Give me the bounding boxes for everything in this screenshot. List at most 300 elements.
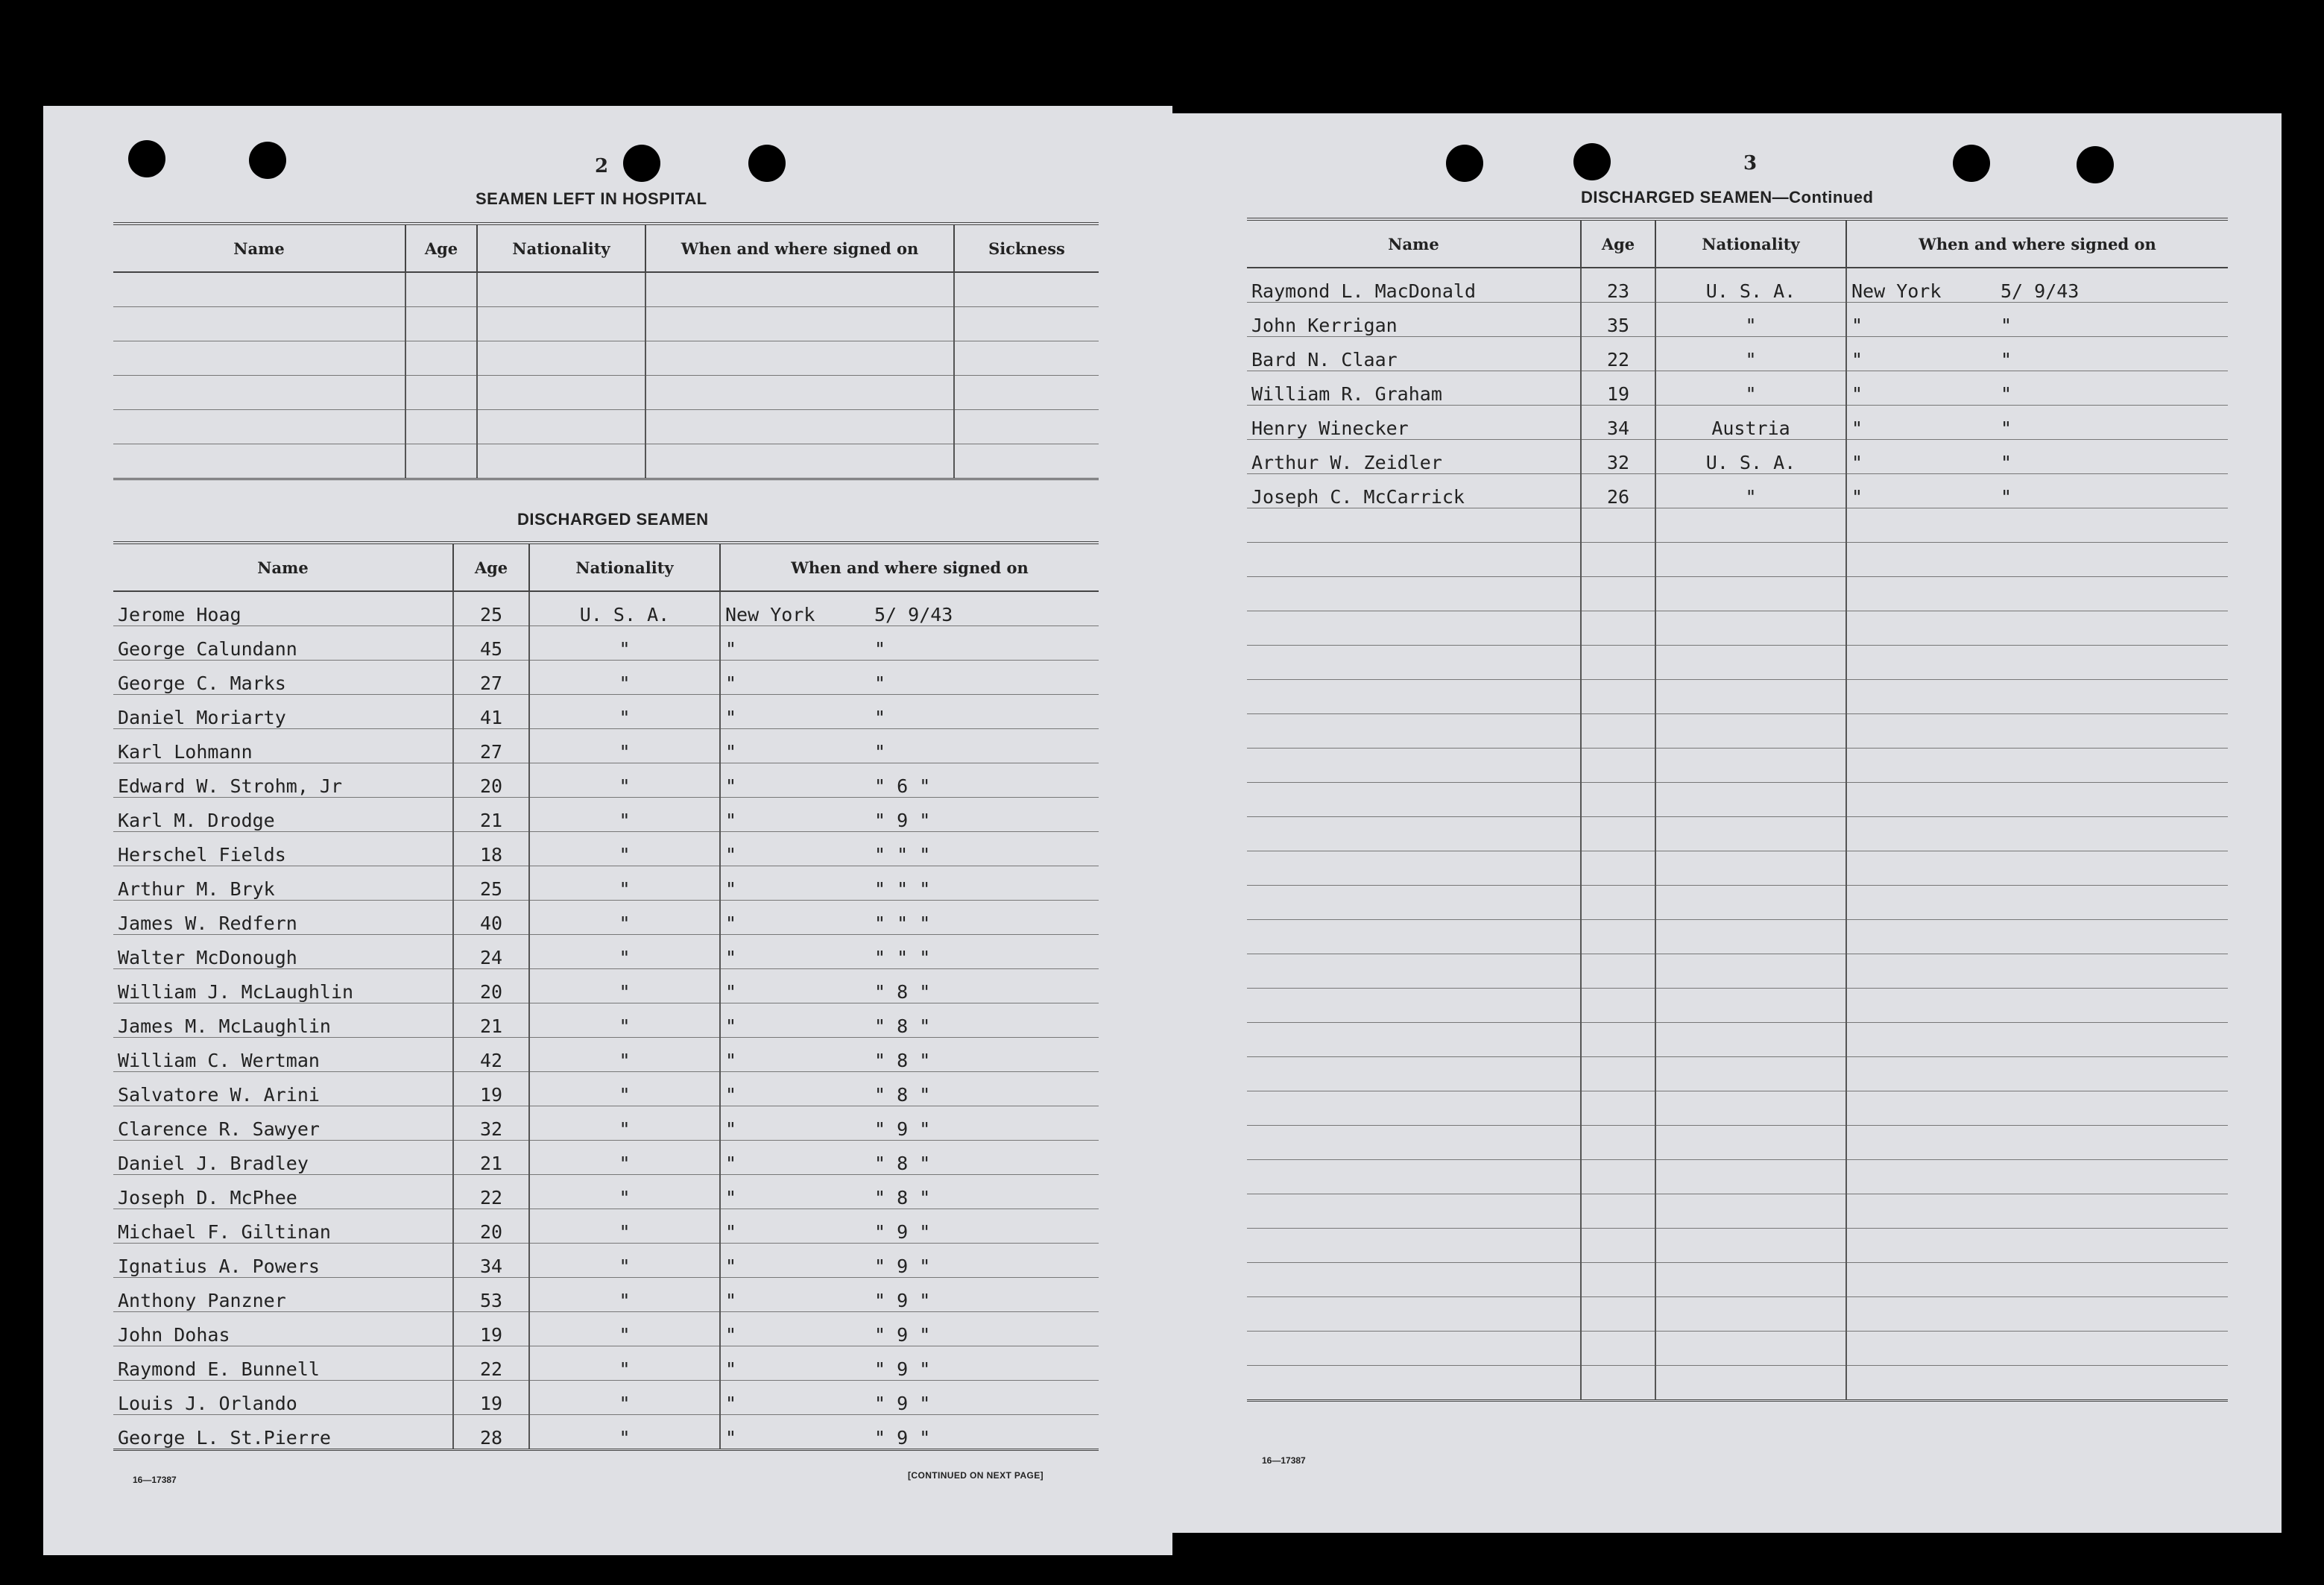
signed-on-cell	[720, 1141, 1099, 1175]
blank-cell	[113, 376, 405, 410]
signed-on-place: "	[725, 1118, 737, 1140]
seaman-nationality: "	[529, 866, 720, 901]
signed-on-date: "	[2001, 349, 2012, 371]
blank-row	[1247, 1332, 2228, 1366]
table-row	[113, 729, 1099, 763]
blank-cell	[645, 307, 954, 341]
blank-cell	[1655, 1023, 1846, 1057]
blank-cell	[1655, 1297, 1846, 1332]
table-row	[113, 1244, 1099, 1278]
signed-on-place: "	[725, 1393, 737, 1414]
continued-section-title: DISCHARGED SEAMEN—Continued	[1581, 188, 1874, 207]
blank-cell	[1247, 783, 1581, 817]
seaman-name: William R. Graham	[1247, 371, 1581, 406]
blank-cell	[1247, 1091, 1581, 1126]
signed-on-cell	[720, 798, 1099, 832]
blank-cell	[1581, 851, 1655, 886]
blank-cell	[954, 376, 1099, 410]
blank-cell	[1581, 611, 1655, 646]
signed-on-date: " 6 "	[874, 775, 931, 797]
blank-cell	[1655, 851, 1846, 886]
signed-on-cell	[720, 1209, 1099, 1244]
signed-on-cell	[1846, 474, 2228, 508]
blank-cell	[1655, 954, 1846, 989]
seaman-name: William J. McLaughlin	[113, 969, 453, 1003]
seaman-name: Daniel Moriarty	[113, 695, 453, 729]
blank-cell	[1846, 680, 2228, 714]
blank-cell	[1247, 1332, 1581, 1366]
blank-cell	[1846, 886, 2228, 920]
seaman-age: 45	[453, 626, 529, 661]
seaman-name: Raymond E. Bunnell	[113, 1346, 453, 1381]
signed-on-cell	[720, 1381, 1099, 1415]
hospital-section-title: SEAMEN LEFT IN HOSPITAL	[476, 189, 707, 208]
signed-on-date: "	[2001, 383, 2012, 405]
seaman-nationality: "	[529, 935, 720, 969]
seaman-nationality: "	[1655, 474, 1846, 508]
blank-cell	[1581, 1332, 1655, 1366]
blank-row	[113, 341, 1099, 376]
blank-cell	[1655, 646, 1846, 680]
seaman-age: 19	[1581, 371, 1655, 406]
blank-row	[1247, 1229, 2228, 1263]
blank-row	[1247, 1057, 2228, 1091]
table-row	[113, 866, 1099, 901]
hospital-table	[113, 222, 1099, 480]
signed-on-cell	[720, 1415, 1099, 1450]
seaman-nationality: "	[1655, 303, 1846, 337]
seaman-age: 22	[1581, 337, 1655, 371]
col-header-nationality: Nationality	[477, 224, 645, 272]
signed-on-date: "	[2001, 417, 2012, 439]
table-row	[113, 1312, 1099, 1346]
blank-cell	[1247, 611, 1581, 646]
table-row	[113, 1278, 1099, 1312]
blank-cell	[1655, 989, 1846, 1023]
seaman-name: Edward W. Strohm, Jr	[113, 763, 453, 798]
table-row	[113, 1415, 1099, 1450]
blank-cell	[954, 307, 1099, 341]
blank-cell	[1247, 749, 1581, 783]
seaman-name: Walter McDonough	[113, 935, 453, 969]
blank-row	[113, 307, 1099, 341]
table-row	[113, 1346, 1099, 1381]
seaman-age: 19	[453, 1072, 529, 1106]
seaman-age: 41	[453, 695, 529, 729]
blank-cell	[1655, 543, 1846, 577]
seaman-name: Arthur M. Bryk	[113, 866, 453, 901]
signed-on-cell	[720, 1346, 1099, 1381]
blank-cell	[1655, 611, 1846, 646]
blank-row	[1247, 680, 2228, 714]
blank-cell	[1846, 1229, 2228, 1263]
blank-cell	[1247, 989, 1581, 1023]
blank-cell	[1655, 1332, 1846, 1366]
signed-on-date: " 9 "	[874, 1118, 931, 1140]
blank-cell	[1581, 1023, 1655, 1057]
seaman-nationality: "	[529, 1003, 720, 1038]
signed-on-place: "	[725, 981, 737, 1003]
signed-on-place: "	[725, 1427, 737, 1449]
signed-on-place: "	[1851, 315, 1863, 336]
blank-cell	[1247, 646, 1581, 680]
punch-hole	[249, 142, 286, 179]
signed-on-place: "	[1851, 452, 1863, 473]
discharged-section-title: DISCHARGED SEAMEN	[517, 510, 709, 529]
col-header-nationality: Nationality	[529, 543, 720, 591]
signed-on-place: "	[725, 707, 737, 728]
table-row	[113, 1175, 1099, 1209]
seaman-age: 53	[453, 1278, 529, 1312]
seaman-nationality: "	[529, 729, 720, 763]
blank-cell	[1846, 714, 2228, 749]
blank-cell	[1655, 1160, 1846, 1194]
seaman-age: 19	[453, 1312, 529, 1346]
blank-row	[1247, 577, 2228, 611]
blank-cell	[1846, 851, 2228, 886]
blank-cell	[1581, 783, 1655, 817]
blank-cell	[1846, 783, 2228, 817]
signed-on-date: " 9 "	[874, 1427, 931, 1449]
seaman-nationality: "	[529, 832, 720, 866]
signed-on-date: " " "	[874, 913, 931, 934]
seaman-age: 19	[453, 1381, 529, 1415]
seaman-nationality: "	[529, 798, 720, 832]
blank-cell	[1846, 989, 2228, 1023]
seaman-nationality: "	[529, 1278, 720, 1312]
signed-on-date: 5/ 9/43	[874, 604, 953, 626]
signed-on-date: "	[874, 741, 886, 763]
blank-cell	[1247, 543, 1581, 577]
signed-on-place: "	[725, 1324, 737, 1346]
signed-on-cell	[1846, 440, 2228, 474]
blank-cell	[1581, 1091, 1655, 1126]
blank-cell	[1247, 1160, 1581, 1194]
signed-on-place: "	[1851, 383, 1863, 405]
table-row	[113, 901, 1099, 935]
seaman-age: 24	[453, 935, 529, 969]
signed-on-date: " 8 "	[874, 1050, 931, 1071]
blank-cell	[1581, 508, 1655, 543]
seaman-name: John Kerrigan	[1247, 303, 1581, 337]
seaman-nationality: "	[529, 763, 720, 798]
signed-on-cell	[1846, 406, 2228, 440]
blank-cell	[954, 410, 1099, 444]
seaman-nationality: "	[529, 1209, 720, 1244]
punch-hole	[2077, 146, 2114, 183]
col-header-sickness: Sickness	[954, 224, 1099, 272]
table-row	[113, 763, 1099, 798]
seaman-nationality: "	[529, 1106, 720, 1141]
seaman-age: 25	[453, 591, 529, 626]
table-row	[113, 1106, 1099, 1141]
seaman-name: Ignatius A. Powers	[113, 1244, 453, 1278]
continued-note: [CONTINUED ON NEXT PAGE]	[908, 1470, 1044, 1481]
signed-on-place: "	[725, 741, 737, 763]
seaman-nationality: "	[529, 1381, 720, 1415]
signed-on-date: " 9 "	[874, 1324, 931, 1346]
signed-on-cell	[720, 969, 1099, 1003]
col-header-name: Name	[1247, 219, 1581, 268]
seaman-age: 25	[453, 866, 529, 901]
blank-cell	[1846, 1160, 2228, 1194]
seaman-name: William C. Wertman	[113, 1038, 453, 1072]
signed-on-place: "	[725, 947, 737, 968]
seaman-age: 32	[1581, 440, 1655, 474]
signed-on-cell	[720, 1003, 1099, 1038]
discharged-table	[113, 541, 1099, 1451]
blank-cell	[1846, 1023, 2228, 1057]
blank-row	[1247, 611, 2228, 646]
seaman-age: 21	[453, 1141, 529, 1175]
blank-cell	[1846, 1057, 2228, 1091]
blank-cell	[1846, 1366, 2228, 1401]
seaman-nationality: "	[529, 1415, 720, 1450]
signed-on-cell	[1846, 303, 2228, 337]
signed-on-cell	[720, 591, 1099, 626]
signed-on-date: " 9 "	[874, 1290, 931, 1311]
blank-row	[1247, 1194, 2228, 1229]
blank-cell	[1247, 954, 1581, 989]
signed-on-cell	[1846, 371, 2228, 406]
blank-cell	[1581, 989, 1655, 1023]
seaman-name: Arthur W. Zeidler	[1247, 440, 1581, 474]
seaman-age: 34	[1581, 406, 1655, 440]
signed-on-place: "	[725, 844, 737, 866]
table-row	[113, 1038, 1099, 1072]
seaman-name: Henry Winecker	[1247, 406, 1581, 440]
blank-row	[1247, 1126, 2228, 1160]
seaman-age: 23	[1581, 268, 1655, 303]
blank-cell	[1247, 1263, 1581, 1297]
blank-cell	[1581, 1057, 1655, 1091]
blank-row	[1247, 1160, 2228, 1194]
blank-row	[1247, 543, 2228, 577]
blank-cell	[405, 444, 477, 479]
blank-cell	[1581, 817, 1655, 851]
seaman-name: Louis J. Orlando	[113, 1381, 453, 1415]
blank-cell	[1247, 1366, 1581, 1401]
seaman-nationality: U. S. A.	[1655, 268, 1846, 303]
seaman-name: George Calundann	[113, 626, 453, 661]
signed-on-date: " 9 "	[874, 1358, 931, 1380]
blank-cell	[1846, 1126, 2228, 1160]
signed-on-date: "	[2001, 315, 2012, 336]
blank-cell	[113, 272, 405, 307]
blank-cell	[477, 376, 645, 410]
blank-row	[1247, 783, 2228, 817]
blank-cell	[113, 307, 405, 341]
blank-cell	[1581, 1126, 1655, 1160]
signed-on-place: "	[725, 1358, 737, 1380]
signed-on-place: "	[725, 672, 737, 694]
seaman-age: 20	[453, 763, 529, 798]
seaman-nationality: "	[529, 661, 720, 695]
seaman-nationality: "	[1655, 337, 1846, 371]
seaman-name: Anthony Panzner	[113, 1278, 453, 1312]
col-header-signed-on: When and where signed on	[720, 543, 1099, 591]
blank-cell	[1655, 1091, 1846, 1126]
table-row	[1247, 337, 2228, 371]
signed-on-cell	[720, 1312, 1099, 1346]
blank-row	[113, 376, 1099, 410]
seaman-name: Herschel Fields	[113, 832, 453, 866]
seaman-name: Jerome Hoag	[113, 591, 453, 626]
seaman-nationality: U. S. A.	[529, 591, 720, 626]
punch-hole	[1446, 145, 1483, 182]
seaman-age: 22	[453, 1346, 529, 1381]
seaman-nationality: "	[529, 1312, 720, 1346]
seaman-name: Karl Lohmann	[113, 729, 453, 763]
signed-on-place: "	[725, 1255, 737, 1277]
left-page	[43, 106, 1172, 1555]
blank-cell	[1846, 1332, 2228, 1366]
table-row	[113, 1141, 1099, 1175]
seaman-nationality: "	[529, 626, 720, 661]
blank-cell	[1247, 1194, 1581, 1229]
blank-cell	[1655, 920, 1846, 954]
col-header-name: Name	[113, 543, 453, 591]
seaman-age: 42	[453, 1038, 529, 1072]
seaman-nationality: "	[529, 1072, 720, 1106]
blank-cell	[477, 307, 645, 341]
signed-on-cell	[720, 1106, 1099, 1141]
blank-cell	[1247, 851, 1581, 886]
table-row	[1247, 440, 2228, 474]
signed-on-place: "	[1851, 417, 1863, 439]
signed-on-cell	[720, 832, 1099, 866]
signed-on-cell	[720, 935, 1099, 969]
blank-cell	[1846, 577, 2228, 611]
table-row	[113, 661, 1099, 695]
blank-cell	[1846, 1297, 2228, 1332]
col-header-age: Age	[405, 224, 477, 272]
blank-cell	[1846, 749, 2228, 783]
signed-on-place: "	[725, 775, 737, 797]
blank-row	[1247, 1263, 2228, 1297]
blank-cell	[1655, 680, 1846, 714]
seaman-nationality: "	[529, 1244, 720, 1278]
seaman-age: 27	[453, 729, 529, 763]
blank-cell	[1247, 1057, 1581, 1091]
signed-on-date: " 8 "	[874, 1153, 931, 1174]
signed-on-date: " 8 "	[874, 1084, 931, 1106]
seaman-nationality: "	[529, 1175, 720, 1209]
col-header-signed-on: When and where signed on	[1846, 219, 2228, 268]
blank-cell	[1247, 508, 1581, 543]
blank-cell	[477, 272, 645, 307]
blank-cell	[113, 410, 405, 444]
blank-cell	[1581, 1366, 1655, 1401]
blank-cell	[1581, 680, 1655, 714]
signed-on-place: "	[725, 1015, 737, 1037]
seaman-name: George C. Marks	[113, 661, 453, 695]
table-row	[113, 798, 1099, 832]
blank-cell	[1846, 611, 2228, 646]
blank-row	[1247, 646, 2228, 680]
table-row	[1247, 406, 2228, 440]
signed-on-date: " " "	[874, 947, 931, 968]
blank-cell	[1247, 1126, 1581, 1160]
signed-on-place: "	[725, 1221, 737, 1243]
seaman-age: 21	[453, 1003, 529, 1038]
col-header-age: Age	[453, 543, 529, 591]
blank-cell	[1581, 1229, 1655, 1263]
blank-row	[1247, 508, 2228, 543]
blank-cell	[1655, 714, 1846, 749]
table-row	[113, 1072, 1099, 1106]
blank-cell	[1655, 886, 1846, 920]
seaman-name: Raymond L. MacDonald	[1247, 268, 1581, 303]
seaman-name: Michael F. Giltinan	[113, 1209, 453, 1244]
signed-on-place: "	[1851, 349, 1863, 371]
seaman-age: 20	[453, 969, 529, 1003]
signed-on-place: "	[725, 1050, 737, 1071]
blank-cell	[1581, 749, 1655, 783]
blank-row	[1247, 1091, 2228, 1126]
punch-hole	[748, 145, 786, 182]
blank-cell	[1655, 1194, 1846, 1229]
blank-cell	[405, 307, 477, 341]
blank-cell	[1247, 680, 1581, 714]
seaman-name: Joseph C. McCarrick	[1247, 474, 1581, 508]
table-row	[113, 1381, 1099, 1415]
signed-on-cell	[1846, 337, 2228, 371]
seaman-name: George L. St.Pierre	[113, 1415, 453, 1450]
signed-on-cell	[720, 729, 1099, 763]
blank-row	[1247, 886, 2228, 920]
seaman-age: 21	[453, 798, 529, 832]
table-row	[113, 832, 1099, 866]
seaman-nationality: "	[529, 1141, 720, 1175]
blank-cell	[1846, 1263, 2228, 1297]
blank-row	[1247, 749, 2228, 783]
signed-on-cell	[720, 661, 1099, 695]
blank-row	[1247, 817, 2228, 851]
signed-on-cell	[720, 763, 1099, 798]
signed-on-date: " 8 "	[874, 1187, 931, 1209]
punch-hole	[128, 140, 165, 177]
blank-cell	[405, 376, 477, 410]
signed-on-date: "	[874, 638, 886, 660]
blank-cell	[1655, 1366, 1846, 1401]
signed-on-date: "	[2001, 486, 2012, 508]
seaman-nationality: "	[529, 1346, 720, 1381]
blank-cell	[1581, 1263, 1655, 1297]
seaman-nationality: "	[529, 695, 720, 729]
page-number: 3	[1743, 152, 1758, 174]
seaman-age: 27	[453, 661, 529, 695]
blank-cell	[1655, 577, 1846, 611]
blank-cell	[113, 341, 405, 376]
blank-row	[1247, 920, 2228, 954]
blank-row	[1247, 1023, 2228, 1057]
blank-cell	[1581, 714, 1655, 749]
signed-on-cell	[720, 1175, 1099, 1209]
table-row	[1247, 474, 2228, 508]
blank-cell	[477, 410, 645, 444]
blank-row	[1247, 1366, 2228, 1401]
blank-cell	[1846, 954, 2228, 989]
signed-on-place: "	[725, 1084, 737, 1106]
seaman-name: Clarence R. Sawyer	[113, 1106, 453, 1141]
blank-cell	[1655, 1057, 1846, 1091]
blank-cell	[1247, 577, 1581, 611]
blank-cell	[1846, 1194, 2228, 1229]
table-row	[113, 935, 1099, 969]
blank-cell	[1655, 1263, 1846, 1297]
signed-on-place: "	[725, 1290, 737, 1311]
